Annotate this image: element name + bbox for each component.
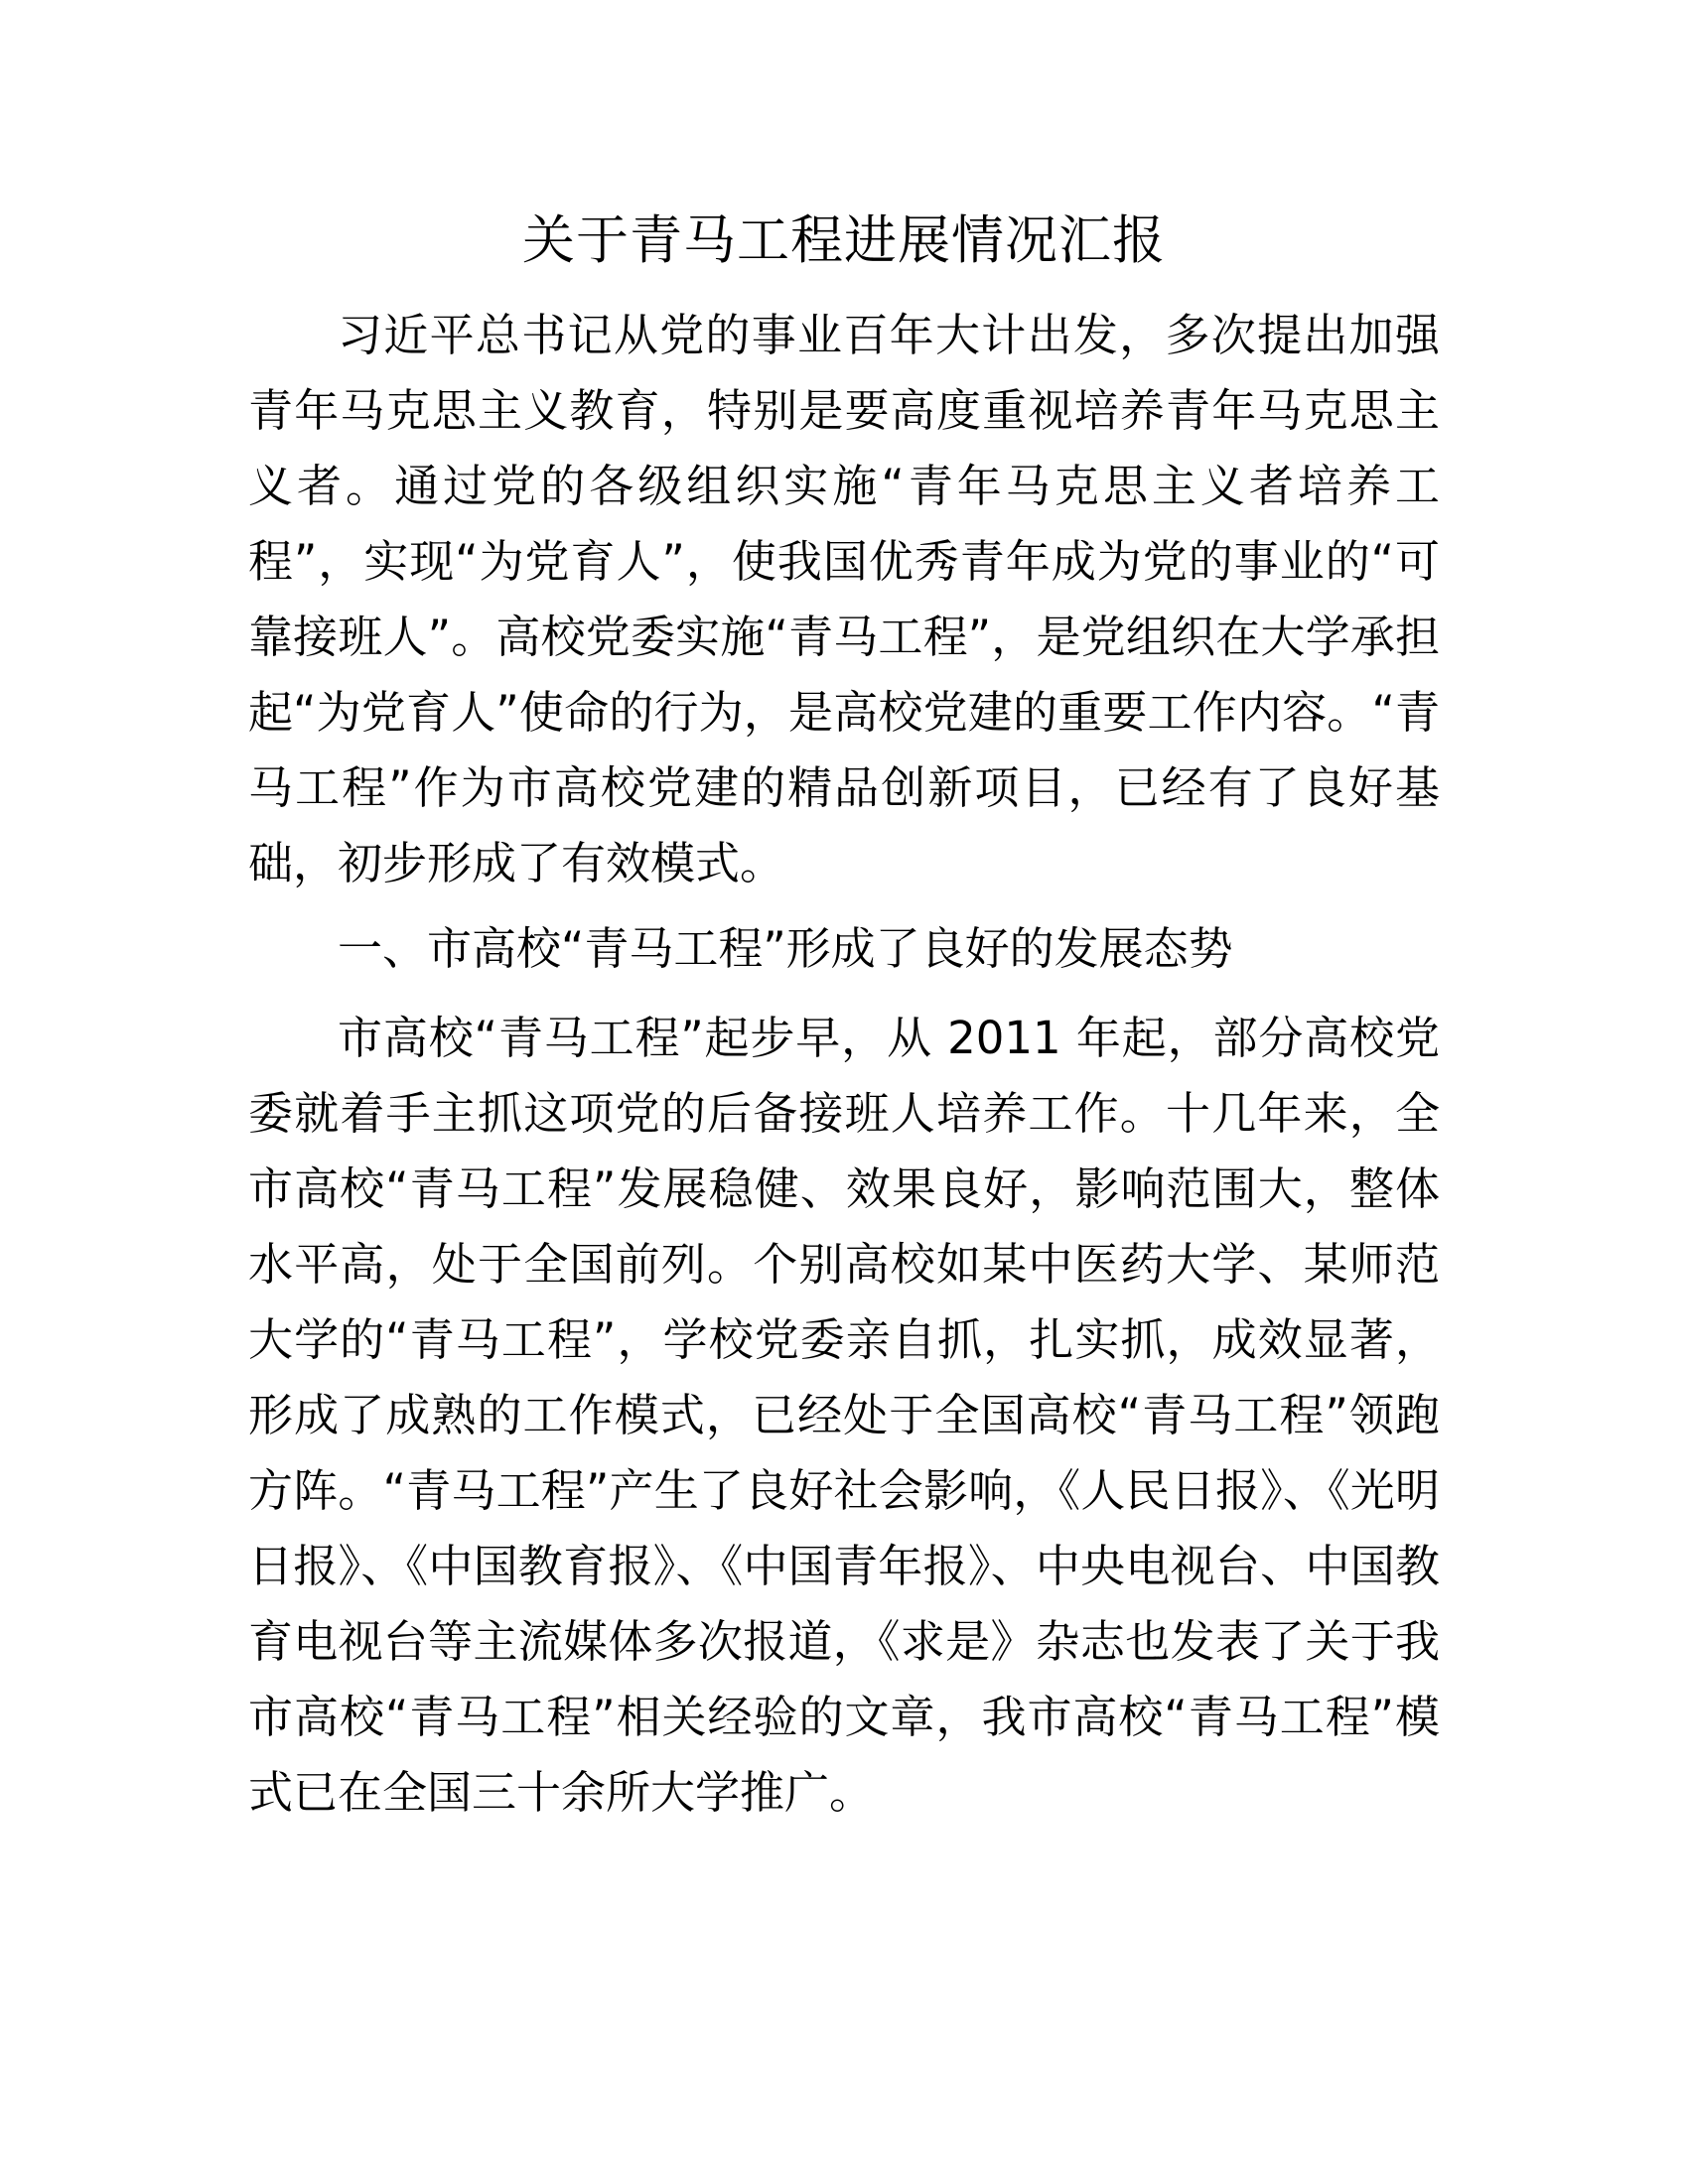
section-heading: 一、市高校“青马工程”形成了良好的发展态势 xyxy=(338,922,1233,975)
section-paragraph: 市高校“青马工程”起步早，从 2011 年起，部分高校党委就着手主抓这项党的后备接班人培养工作。十几年来，全市高校“青马工程”发展稳健、效果良好，影响范围大，整体水平高，处于全国前列。个别高校如某中医药大学、某师范大学的“青马工程”，学校党委亲自抓，扎实抓，成效显著，形成了成熟的工作模式，已经处于全国高校“青马工程”领跑方阵。“青马工程”产生了良好社会影响，《人民日报》、《光明日报》、《中国教育报》、《中国青年报》、中央电视台、中国教育电视台等主流媒体多次报道，《求是》杂志也发表了关于我市高校“青马工程”相关经验的文章，我市高校“青马工程”模式已在全国三十余所大学推广。 xyxy=(248,1012,1440,1819)
document-body xyxy=(248,199,1440,1831)
document-title: 关于青马工程进展情况汇报 xyxy=(522,210,1166,271)
intro-paragraph: 习近平总书记从党的事业百年大计出发，多次提出加强青年马克思主义教育，特别是要高度重视培养青年马克思主义者。通过党的各级组织实施“青年马克思主义者培养工程”，实现“为党育人”，使我国优秀青年成为党的事业的“可靠接班人”。高校党委实施“青马工程”，是党组织在大学承担起“为党育人”使命的行为，是高校党建的重要工作内容。“青马工程”作为市高校党建的精品创新项目，已经有了良好基础，初步形成了有效模式。 xyxy=(248,309,1440,889)
